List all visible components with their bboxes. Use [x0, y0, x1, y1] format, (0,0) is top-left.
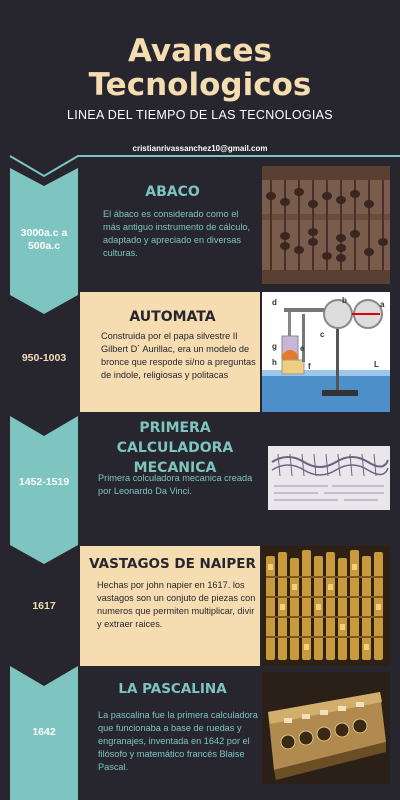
timeline-chevron-3 [10, 416, 78, 564]
diagram-label-d: d [272, 298, 277, 307]
entry-heading-1: ABACO [145, 184, 200, 200]
automaton-diagram-icon [262, 292, 390, 412]
diagram-label-g: g [272, 342, 277, 351]
entry-heading-3: PRIMERA CALCULADORA MECANICA [116, 420, 234, 476]
entry-heading-4: VASTAGOS DE NAIPER [89, 556, 256, 572]
diagram-label-b: b [342, 296, 347, 305]
diagram-label-f: f [308, 362, 311, 371]
abacus-photo-icon [262, 166, 390, 284]
diagram-label-h: h [272, 358, 277, 367]
entry-heading-2: AUTOMATA [129, 309, 216, 325]
entry-date-1: 3000a.c a 500a.c [20, 227, 68, 252]
diagram-label-a: a [380, 300, 385, 309]
email-address: cristianrivassanchez10@gmail.com [132, 144, 268, 153]
napier-bones-photo-icon [262, 546, 390, 666]
entry-date-5: 1642 [32, 726, 56, 738]
diagram-label-e: e [300, 344, 305, 353]
entry-body-5: La pascalina fue la primera calculadora que funcionaba a base de ruedas y engranajes, inventada en 1642 por el filósofo y matemático francés Blaise Pascal. [98, 710, 258, 772]
entry-date-4: 1617 [32, 600, 56, 612]
entry-heading-5: LA PASCALINA [118, 681, 227, 697]
entry-date-3: 1452-1519 [18, 476, 70, 488]
entry-body-3: Primera colculadora mecanica creada por Leonardo Da Vinci. [98, 473, 253, 496]
pascaline-photo-icon [262, 672, 390, 784]
da-vinci-sketch-icon [268, 446, 390, 510]
subtitle: LINEA DEL TIEMPO DE LAS TECNOLOGIAS [67, 108, 333, 122]
entry-body-4: Hechas por john napier en 1617. los vastagos son un conjuto de piezas con numeros que permiten multiplicar, divir y extraer raices. [97, 580, 256, 629]
entry-body-1: El ábaco es considerado como el más antiguo instrumento de cálculo, adaptado y apreciado en diversas culturas. [103, 209, 251, 258]
title-line-2: Tecnologicos [88, 67, 312, 103]
title-line-1: Avances [128, 33, 272, 69]
entry-body-2: Construida por el papa silvestre II Gilbert D´ Aurillac, era un modelo de bronce que respode si/no a preguntas de indole, religiosas y politacas [101, 331, 256, 380]
diagram-label-c: c [320, 330, 325, 339]
diagram-label-l: L [374, 360, 379, 369]
entry-date-2: 950-1003 [21, 352, 67, 364]
